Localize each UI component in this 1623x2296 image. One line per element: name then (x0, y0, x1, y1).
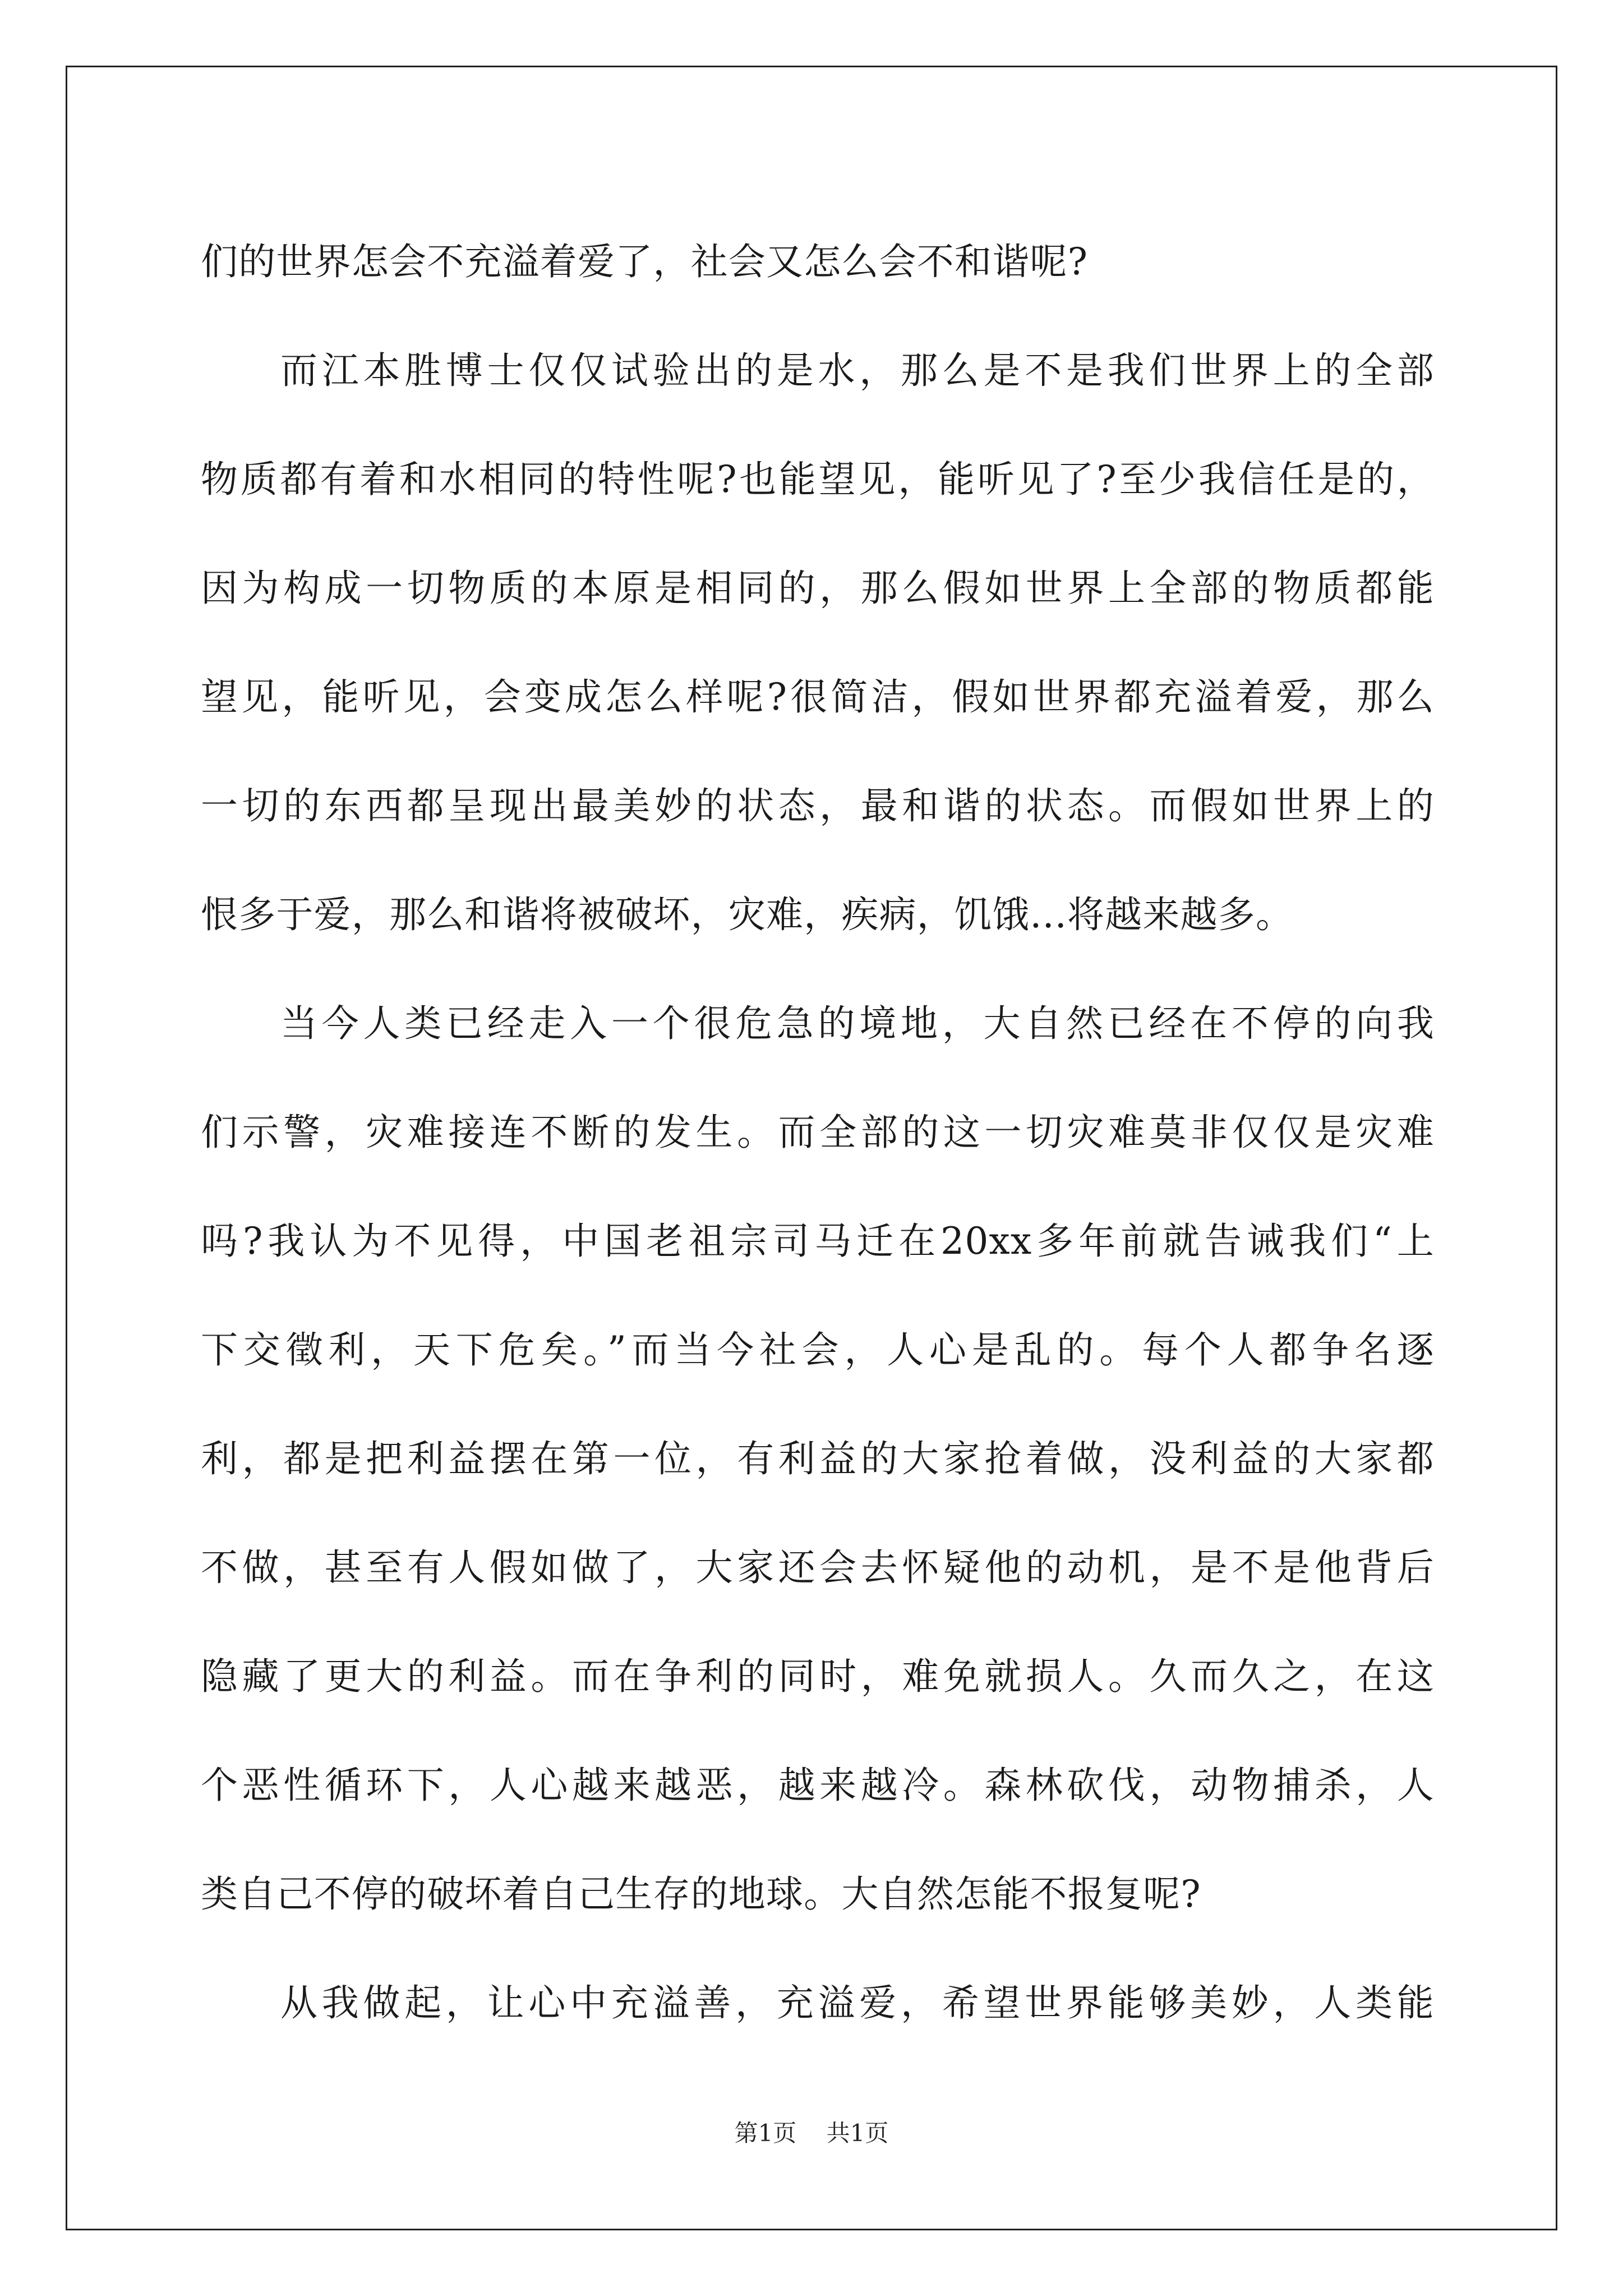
text-line: 不做，甚至有人假如做了，大家还会去怀疑他的动机，是不是他背后 (201, 1546, 1435, 1589)
text-line: 因为构成一切物质的本原是相同的，那么假如世界上全部的物质都能 (201, 567, 1435, 610)
text-line: 恨多于爱，那么和谐将被破坏，灾难，疾病，饥饿...将越来越多。 (201, 893, 1294, 936)
text-line: 类自己不停的破坏着自己生存的地球。大自然怎能不报复呢? (201, 1872, 1201, 1916)
text-line: 个恶性循环下，人心越来越恶，越来越冷。森林砍伐，动物捕杀，人 (201, 1764, 1435, 1807)
text-line: 下交徵利，天下危矣。”而当今社会，人心是乱的。每个人都争名逐 (201, 1328, 1435, 1372)
text-line: 们的世界怎会不充溢着爱了，社会又怎么会不和谐呢? (201, 240, 1089, 283)
text-line: 利，都是把利益摆在第一位，有利益的大家抢着做，没利益的大家都 (201, 1437, 1435, 1480)
text-line: 物质都有着和水相同的特性呢?也能望见，能听见了?至少我信任是的， (201, 458, 1435, 501)
text-line: 隐藏了更大的利益。而在争利的同时，难免就损人。久而久之，在这 (201, 1655, 1435, 1698)
document-body (201, 208, 1435, 2058)
text-line: 一切的东西都呈现出最美妙的状态，最和谐的状态。而假如世界上的 (201, 784, 1435, 827)
text-line: 从我做起，让心中充溢善，充溢爱，希望世界能够美妙，人类能 (280, 1981, 1435, 2024)
page-total: 共1页 (826, 2119, 889, 2147)
text-line: 吗?我认为不见得，中国老祖宗司马迁在20xx多年前就告诫我们“上 (201, 1220, 1435, 1263)
page-footer (0, 2115, 1623, 2148)
text-line: 们示警，灾难接连不断的发生。而全部的这一切灾难莫非仅仅是灾难 (201, 1111, 1435, 1154)
text-line: 而江本胜博士仅仅试验出的是水，那么是不是我们世界上的全部 (280, 349, 1435, 392)
page-number: 第1页 (734, 2119, 797, 2147)
text-line: 当今人类已经走入一个很危急的境地，大自然已经在不停的向我 (280, 1002, 1435, 1045)
text-line: 望见，能听见，会变成怎么样呢?很简洁，假如世界都充溢着爱，那么 (201, 675, 1435, 719)
